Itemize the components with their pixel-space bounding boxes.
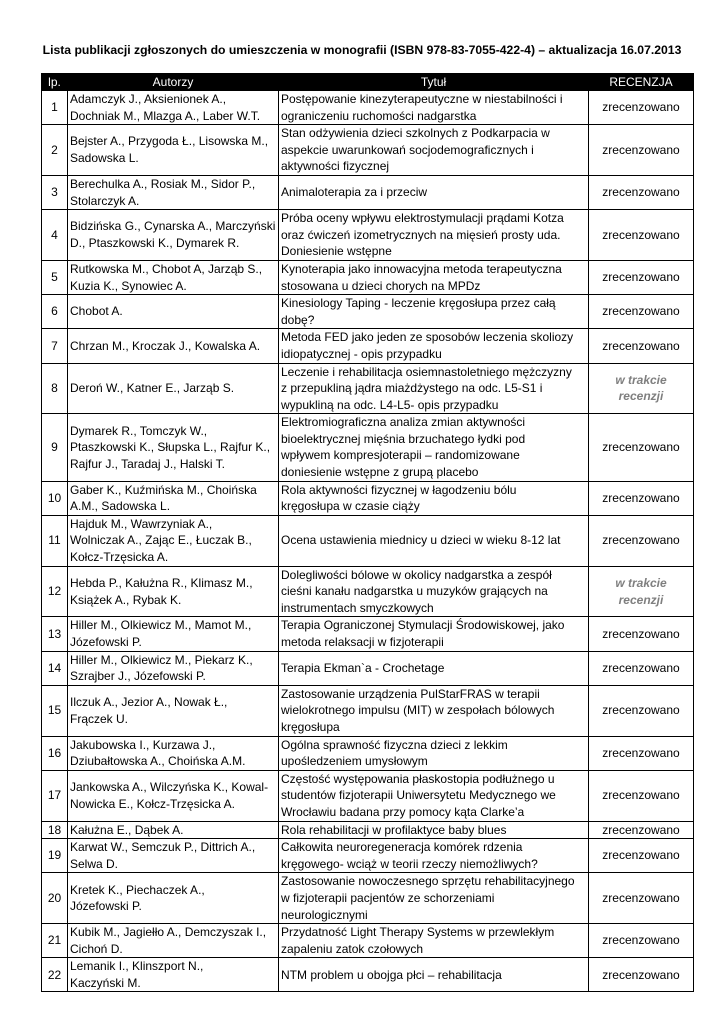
row-review-status-text: zrecenzowano (602, 822, 680, 837)
row-authors (68, 125, 279, 176)
row-authors-text: Lemanik I., Klinszport N., Kaczyński M. (70, 959, 204, 990)
table-row (42, 736, 694, 770)
row-authors (68, 821, 279, 839)
row-number-text: 21 (47, 933, 62, 948)
row-authors (68, 91, 279, 125)
row-authors-text: Hebda P., Kałużna R., Klimasz M., Książek A., Rybak K. (70, 575, 253, 607)
row-title-text: Metoda FED jako jeden ze sposobów leczenia skoliozy idiopatycznej - opis przypadku (281, 330, 574, 361)
row-title (279, 295, 589, 329)
table-row (42, 260, 694, 294)
row-review-status-text: zrecenzowano (602, 745, 680, 760)
row-title (279, 958, 589, 992)
row-authors (68, 770, 279, 821)
header-review: RECENZJA (589, 74, 694, 91)
row-review-status (589, 481, 694, 515)
row-title (279, 125, 589, 176)
row-authors (68, 363, 279, 414)
row-number-text: 4 (51, 227, 58, 242)
row-review-status-text: w trakcie recenzji (615, 575, 667, 607)
row-authors-text: Kretek K., Piechaczek A., Józefowski P. (70, 882, 205, 914)
row-review-status (589, 736, 694, 770)
row-authors-text: Jakubowska I., Kurzawa J., Dziubałtowska A., Choińska A.M. (70, 737, 246, 769)
table-row (42, 125, 694, 176)
row-number-text: 9 (51, 440, 58, 455)
row-authors-text: Jankowska A., Wilczyńska K., Kowal- Nowicka E., Kołcz-Trzęsicka A. (70, 780, 269, 811)
row-authors-text: Chrzan M., Kroczak J., Kowalska A. (70, 338, 261, 353)
row-title (279, 617, 589, 651)
row-number (42, 329, 68, 363)
row-authors-text: Bidzińska G., Cynarska A., Marczyński D., Ptaszkowski K., Dymarek R. (70, 219, 276, 251)
row-number-text: 6 (51, 304, 58, 319)
table-row (42, 515, 694, 566)
row-title (279, 414, 589, 481)
row-title-text: Kinesiology Taping - leczenie kręgosłupa przez całą dobę? (281, 296, 556, 327)
row-authors-text: Hiller M., Olkiewicz M., Piekarz K., Szrajber J., Józefowski P. (70, 652, 253, 684)
row-review-status (589, 515, 694, 566)
row-number (42, 958, 68, 992)
table-row (42, 566, 694, 617)
row-title (279, 685, 589, 736)
row-authors (68, 481, 279, 515)
row-title-text: Zastosowanie urządzenia PulStarFRAS w terapii wielokrotnego impulsu (MIT) w zespołach bólowych kręgosłupa (281, 686, 555, 734)
row-review-status-text: zrecenzowano (602, 788, 680, 803)
row-number (42, 651, 68, 685)
row-number-text: 5 (51, 270, 58, 285)
header-title: Tytuł (279, 74, 589, 91)
table-row (42, 363, 694, 414)
row-number-text: 10 (47, 490, 62, 505)
row-number (42, 770, 68, 821)
table-row (42, 91, 694, 125)
row-title (279, 175, 589, 209)
row-title (279, 770, 589, 821)
row-review-status-text: zrecenzowano (602, 490, 680, 505)
row-title (279, 924, 589, 958)
row-review-status (589, 821, 694, 839)
row-number-text: 17 (47, 788, 62, 803)
row-review-status (589, 295, 694, 329)
row-review-status-text: zrecenzowano (602, 533, 680, 548)
row-authors (68, 617, 279, 651)
row-number (42, 295, 68, 329)
row-title-text: Kynoterapia jako innowacyjna metoda terapeutyczna stosowana u dzieci chorych na MPDz (281, 261, 562, 293)
row-review-status (589, 414, 694, 481)
row-review-status (589, 685, 694, 736)
publications-table (41, 73, 694, 992)
row-authors (68, 260, 279, 294)
table-row (42, 873, 694, 924)
row-review-status-text: zrecenzowano (602, 185, 680, 200)
row-title (279, 839, 589, 873)
table-row (42, 839, 694, 873)
row-authors (68, 685, 279, 736)
row-review-status (589, 839, 694, 873)
row-number-text: 19 (47, 848, 62, 863)
row-title-text: Dolegliwości bólowe w okolicy nadgarstka a zespół cieśni kanału nadgarstka u muzyków grających na instrumentach smyczkowych (281, 567, 552, 615)
row-title-text: Ocena ustawienia miednicy u dzieci w wieku 8-12 lat (281, 533, 561, 548)
row-review-status-text: zrecenzowano (602, 227, 680, 242)
row-number (42, 363, 68, 414)
row-review-status (589, 873, 694, 924)
row-title (279, 873, 589, 924)
row-review-status (589, 329, 694, 363)
table-row (42, 770, 694, 821)
row-number (42, 839, 68, 873)
row-title (279, 566, 589, 617)
row-authors-text: Berechulka A., Rosiak M., Sidor P., Stolarczyk A. (70, 176, 256, 208)
row-number-text: 16 (47, 745, 62, 760)
row-review-status-text: zrecenzowano (602, 142, 680, 157)
row-review-status (589, 260, 694, 294)
row-title (279, 651, 589, 685)
row-review-status (589, 617, 694, 651)
row-title-text: Postępowanie kinezyterapeutyczne w niestabilności i ograniczeniu ruchomości nadgarstka (281, 92, 563, 123)
row-number (42, 685, 68, 736)
row-review-status-text: zrecenzowano (602, 100, 680, 115)
row-number-text: 3 (51, 185, 58, 200)
row-title-text: Rola rehabilitacji w profilaktyce baby blues (281, 822, 507, 837)
row-authors-text: Gaber K., Kuźmińska M., Choińska A.M., Sadowska L. (70, 482, 257, 514)
row-number-text: 22 (47, 967, 62, 982)
row-title-text: Częstość występowania płaskostopia podłużnego u studentów fizjoterapii Uniwersytetu Medycznego we Wrocławiu badana przy pomocy kąta Clarke’a (281, 771, 556, 819)
row-number-text: 11 (48, 533, 61, 548)
table-row (42, 958, 694, 992)
row-authors (68, 924, 279, 958)
header-authors: Autorzy (68, 74, 279, 91)
row-review-status (589, 770, 694, 821)
table-row (42, 329, 694, 363)
row-title-text: Terapia Ekman`a - Crochetage (281, 660, 445, 675)
row-number (42, 414, 68, 481)
row-review-status-text: zrecenzowano (602, 967, 680, 982)
row-authors (68, 651, 279, 685)
row-authors (68, 414, 279, 481)
table-row (42, 481, 694, 515)
row-authors-text: Ilczuk A., Jezior A., Nowak Ł., Frączek U. (70, 695, 228, 726)
row-title-text: Terapia Ograniczonej Stymulacji Środowiskowej, jako metoda relaksacji w fizjoterapii (281, 618, 565, 649)
row-authors (68, 295, 279, 329)
table-row (42, 295, 694, 329)
row-review-status-text: w trakcie recenzji (615, 372, 667, 404)
row-authors (68, 736, 279, 770)
row-review-status-text: zrecenzowano (602, 933, 680, 948)
row-title (279, 260, 589, 294)
row-authors-text: Dymarek R., Tomczyk W., Ptaszkowski K., Słupska L., Rajfur K., Rajfur J., Taradaj J., Halski T. (70, 423, 271, 471)
row-title (279, 210, 589, 261)
row-review-status (589, 958, 694, 992)
row-authors-text: Rutkowska M., Chobot A, Jarząb S., Kuzia K., Synowiec A. (70, 261, 263, 293)
row-title (279, 91, 589, 125)
row-review-status-text: zrecenzowano (602, 338, 680, 353)
row-authors (68, 515, 279, 566)
row-review-status (589, 651, 694, 685)
row-number-text: 20 (47, 890, 62, 905)
row-authors-text: Bejster A., Przygoda Ł., Lisowska M., Sadowska L. (70, 134, 269, 166)
row-review-status (589, 125, 694, 176)
row-authors (68, 839, 279, 873)
table-row (42, 617, 694, 651)
row-title-text: Przydatność Light Therapy Systems w przewlekłym zapaleniu zatok czołowych (281, 925, 555, 956)
row-title (279, 329, 589, 363)
row-title-text: Stan odżywienia dzieci szkolnych z Podkarpacia w aspekcie uwarunkowań socjodemograficznych i aktywności fizycznej (281, 126, 550, 174)
table-row (42, 924, 694, 958)
row-authors (68, 566, 279, 617)
row-authors-text: Kałużna E., Dąbek A. (70, 822, 184, 837)
table-row (42, 651, 694, 685)
row-number-text: 1 (51, 100, 58, 115)
row-title-text: Próba oceny wpływu elektrostymulacji prądami Kotza oraz ćwiczeń izometrycznych na mięsień prosty uda. Doniesienie wstępne (281, 211, 564, 259)
row-number (42, 210, 68, 261)
row-authors-text: Deroń W., Katner E., Jarząb S. (70, 381, 235, 396)
row-number-text: 12 (47, 584, 62, 599)
row-authors-text: Chobot A. (70, 304, 123, 319)
row-review-status-text: zrecenzowano (602, 890, 680, 905)
document-title: Lista publikacji zgłoszonych do umieszczenia w monografii (ISBN 978-83-7055-422-4) – aktualizacja 16.07.2013 (42, 43, 682, 57)
row-title (279, 481, 589, 515)
row-review-status-text: zrecenzowano (602, 270, 680, 285)
row-title (279, 515, 589, 566)
row-title (279, 821, 589, 839)
row-review-status (589, 175, 694, 209)
row-title (279, 736, 589, 770)
row-number (42, 924, 68, 958)
row-review-status-text: zrecenzowano (602, 848, 680, 863)
row-number-text: 18 (47, 822, 62, 837)
row-review-status (589, 210, 694, 261)
row-number (42, 91, 68, 125)
table-row (42, 175, 694, 209)
row-authors-text: Hajduk M., Wawrzyniak A., Wolniczak A., Zając E., Łuczak B., Kołcz-Trzęsicka A. (70, 516, 252, 565)
row-review-status-text: zrecenzowano (602, 660, 680, 675)
row-number-text: 8 (51, 381, 58, 396)
table-row (42, 685, 694, 736)
row-number (42, 873, 68, 924)
row-number (42, 125, 68, 176)
row-review-status-text: zrecenzowano (602, 304, 680, 319)
table-header-row (42, 74, 694, 91)
row-review-status (589, 363, 694, 414)
row-authors-text: Adamczyk J., Aksienionek A., Dochniak M., Mlazga A., Laber W.T. (70, 92, 261, 123)
row-authors (68, 873, 279, 924)
header-lp: lp. (42, 74, 68, 91)
row-authors-text: Karwat W., Semczuk P., Dittrich A., Selwa D. (70, 840, 256, 871)
row-title (279, 363, 589, 414)
row-number (42, 566, 68, 617)
row-number (42, 481, 68, 515)
row-title-text: Animaloterapia za i przeciw (281, 185, 428, 200)
row-number-text: 14 (47, 660, 62, 675)
row-review-status (589, 566, 694, 617)
row-number (42, 515, 68, 566)
row-review-status (589, 924, 694, 958)
row-number-text: 2 (51, 142, 58, 157)
row-authors (68, 958, 279, 992)
table-row (42, 821, 694, 839)
row-authors-text: Kubik M., Jagiełło A., Demczyszak I., Cichoń D. (70, 925, 267, 956)
row-number (42, 821, 68, 839)
row-number (42, 175, 68, 209)
row-title-text: Całkowita neuroregeneracja komórek rdzenia kręgowego- wciąż w teorii rzeczy niemożliwych? (281, 840, 538, 871)
row-number-text: 7 (51, 338, 58, 353)
row-title-text: Elektromiograficzna analiza zmian aktywności bioelektrycznej mięśnia brzuchatego łydki pod wpływem kompresjoterapii – randomizowane doniesienie wstępne z grupą placebo (281, 415, 526, 480)
row-title-text: Rola aktywności fizycznej w łagodzeniu bólu kręgosłupa w czasie ciąży (281, 482, 517, 514)
row-review-status-text: zrecenzowano (602, 440, 680, 455)
row-review-status (589, 91, 694, 125)
row-review-status-text: zrecenzowano (602, 626, 680, 641)
row-title-text: Leczenie i rehabilitacja osiemnastoletniego mężczyzny z przepukliną jądra miażdżystego na odc. L5-S1 i wypukliną na odc. L4-L5- opis przypadku (281, 364, 572, 412)
row-title-text: NTM problem u obojga płci – rehabilitacja (281, 967, 502, 982)
row-title-text: Zastosowanie nowoczesnego sprzętu rehabilitacyjnego w fizjoterapii pacjentów ze schorzeniami neurologicznymi (281, 874, 575, 922)
row-authors-text: Hiller M., Olkiewicz M., Mamot M., Józefowski P. (70, 618, 252, 649)
table-row (42, 414, 694, 481)
row-number-text: 13 (47, 626, 62, 641)
row-number (42, 617, 68, 651)
row-number (42, 736, 68, 770)
row-number-text: 15 (47, 703, 62, 718)
row-review-status-text: zrecenzowano (602, 703, 680, 718)
row-authors (68, 210, 279, 261)
row-authors (68, 329, 279, 363)
row-authors (68, 175, 279, 209)
row-number (42, 260, 68, 294)
table-row (42, 210, 694, 261)
row-title-text: Ogólna sprawność fizyczna dzieci z lekkim upośledzeniem umysłowym (281, 737, 508, 769)
